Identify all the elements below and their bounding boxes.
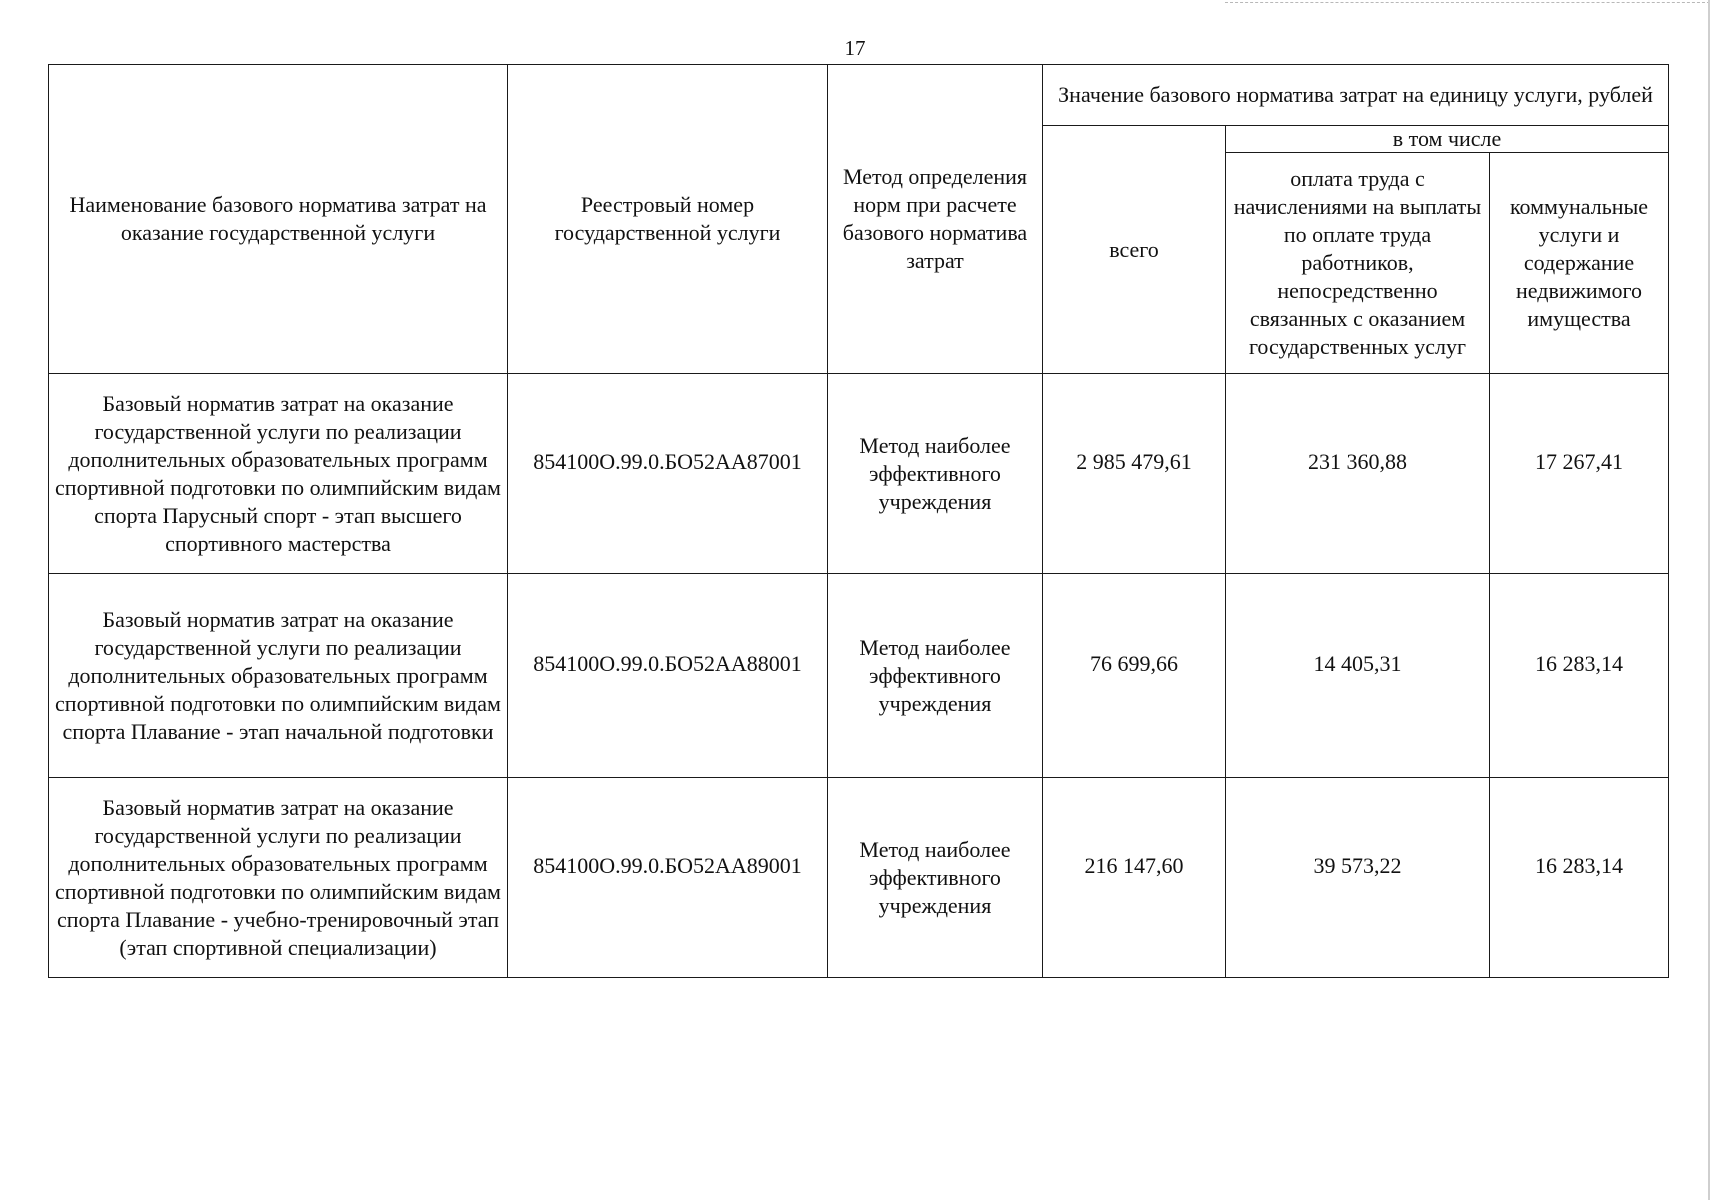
cell-method: Метод наиболее эффективного учреждения — [828, 574, 1043, 778]
labor-value: 14 405,31 — [1313, 650, 1402, 676]
cell-registry-number — [508, 574, 828, 778]
utilities-value: 16 283,14 — [1535, 650, 1624, 676]
total-value: 2 985 479,61 — [1076, 448, 1192, 474]
cell-method: Метод наиболее эффективного учреждения — [828, 778, 1043, 978]
cell-total — [1043, 374, 1226, 574]
cell-name: Базовый норматив затрат на оказание государственной услуги по реализации дополнительных образовательных программ спортивной подготовки по олимпийским видам спорта Плавание - учебно-тренировочный этап (этап спортивной специализации) — [49, 778, 508, 978]
scan-edge-mark — [1225, 2, 1710, 3]
table-row — [49, 374, 1669, 574]
cell-utilities — [1490, 374, 1669, 574]
header-row-1 — [49, 65, 1669, 126]
registry-number-text: 854100О.99.0.БО52АА87001 — [533, 448, 802, 474]
cell-name: Базовый норматив затрат на оказание государственной услуги по реализации дополнительных образовательных программ спортивной подготовки по олимпийским видам спорта Плавание - этап начальной подготовки — [49, 574, 508, 778]
table-row — [49, 574, 1669, 778]
cell-registry-number — [508, 374, 828, 574]
labor-value: 231 360,88 — [1308, 448, 1407, 474]
cell-total — [1043, 574, 1226, 778]
utilities-value: 17 267,41 — [1535, 448, 1624, 474]
cell-registry-number — [508, 778, 828, 978]
page-number: 17 — [844, 36, 866, 60]
total-value: 76 699,66 — [1090, 650, 1178, 676]
cell-utilities — [1490, 778, 1669, 978]
cell-utilities — [1490, 574, 1669, 778]
cell-total — [1043, 778, 1226, 978]
table-row — [49, 778, 1669, 978]
cell-method: Метод наиболее эффективного учреждения — [828, 374, 1043, 574]
header-registry-number: Реестровый номер государственной услуги — [508, 65, 828, 374]
total-value: 216 147,60 — [1084, 852, 1184, 878]
cell-name: Базовый норматив затрат на оказание государственной услуги по реализации дополнительных образовательных программ спортивной подготовки по олимпийским видам спорта Парусный спорт - этап высшего спортивного мастерства — [49, 374, 508, 574]
cell-labor — [1226, 778, 1490, 978]
registry-number-text: 854100О.99.0.БО52АА89001 — [533, 852, 802, 878]
registry-number-text: 854100О.99.0.БО52АА88001 — [533, 650, 802, 676]
labor-value: 39 573,22 — [1313, 852, 1402, 878]
header-labor: оплата труда с начислениями на выплаты по оплате труда работников, непосредственно связанных с оказанием государственных услуг — [1226, 153, 1490, 374]
cell-labor — [1226, 574, 1490, 778]
header-including: в том числе — [1226, 126, 1669, 153]
utilities-value: 16 283,14 — [1535, 852, 1624, 878]
cost-norms-table — [48, 64, 1669, 978]
header-utilities: коммунальные услуги и содержание недвижимого имущества — [1490, 153, 1669, 374]
header-method: Метод определения норм при расчете базового норматива затрат — [828, 65, 1043, 374]
header-name: Наименование базового норматива затрат на оказание государственной услуги — [49, 65, 508, 374]
header-value-group: Значение базового норматива затрат на единицу услуги, рублей — [1043, 65, 1669, 126]
cell-labor — [1226, 374, 1490, 574]
header-total: всего — [1043, 126, 1226, 374]
